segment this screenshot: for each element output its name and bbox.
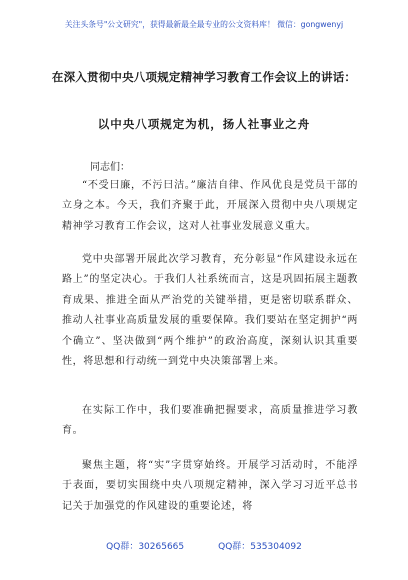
paragraph-4: 聚焦主题，将“实”字贯穿始终。开展学习活动时，不能浮于表面，要切实围绕中央八项规定精神，深入学习习近平总书记关于加强党的作风建设的重要论述，将 bbox=[62, 460, 358, 512]
paragraph-1: “不受曰廉，不污曰洁。”廉洁自律、作风优良是党员干部的立身之本。今天，我们齐聚于此，开展深入贯彻中央八项规定精神学习教育工作会议，这对人社事业发展意义重大。 bbox=[62, 180, 358, 232]
footer-contacts bbox=[0, 539, 408, 552]
footer-qq-group-1: QQ群：30265665 bbox=[106, 542, 185, 552]
document-subtitle: 以中央八项规定为机，扬人社事业之舟 bbox=[97, 117, 311, 131]
document-title: 在深入贯彻中央八项规定精神学习教育工作会议上的讲话： bbox=[51, 70, 357, 84]
footer-qq-group-2: QQ群：535304092 bbox=[218, 542, 302, 552]
promo-banner: 关注头条号"公文研究"，获得最新最全最专业的公文资料库！ 微信：gongwenyj bbox=[64, 20, 344, 29]
paragraph-2: 党中央部署开展此次学习教育，充分彰显“作风建设永远在路上”的坚定决心。于我们人社系统而言，这是巩固拓展主题教育成果、推进全面从严治党的关键举措，更是密切联系群众、推动人社事业高质量发展的重要保障。我们要站在坚定拥护“两个确立”、坚决做到“两个维护”的政治高度，深刻认识其重要性，将思想和行动统一到党中央决策部署上来。 bbox=[62, 254, 358, 368]
salutation: 同志们： bbox=[90, 162, 130, 173]
paragraph-3: 在实际工作中，我们要准确把握要求，高质量推进学习教育。 bbox=[62, 405, 358, 437]
